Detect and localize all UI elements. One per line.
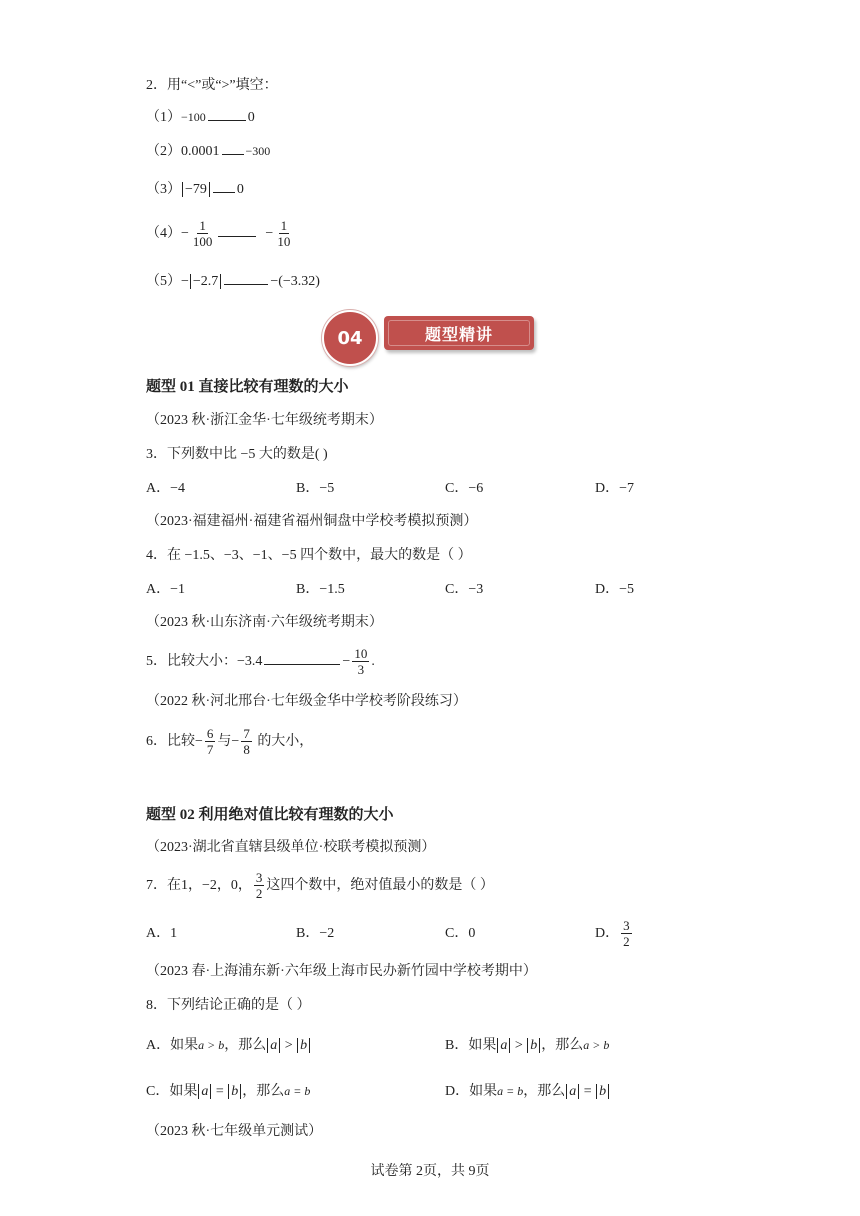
option-c[interactable]: C．如果 a = b ，那么a = b bbox=[146, 1084, 311, 1099]
q3-stem: 3．下列数中比 −5 大的数是( ) bbox=[146, 447, 328, 462]
q2-item-2: （2）0.0001 −300 bbox=[146, 140, 270, 162]
question-source: （2023 春·上海浦东新·六年级上海市民办新竹园中学校考期中） bbox=[146, 964, 537, 979]
option-d[interactable]: D．−7 bbox=[595, 481, 635, 496]
fraction: $\frac{3}{2}$ bbox=[623, 918, 630, 950]
q6-stem: 6．比较− $\frac{6}{7}$ 与− $\frac{7}{8}$ 的大小， bbox=[146, 726, 314, 758]
section-title: 题型 02 利用绝对值比较有理数的大小 bbox=[146, 807, 394, 823]
section-number-badge: 04 bbox=[322, 310, 378, 366]
option-b[interactable]: B．−1.5 bbox=[296, 582, 345, 597]
section-title: 题型 01 直接比较有理数的大小 bbox=[146, 379, 349, 395]
option-d[interactable]: D．−5 bbox=[595, 582, 635, 597]
section-title-ribbon: 题型精讲 bbox=[384, 316, 534, 350]
q7-stem: 7．在1，−2，0， $\frac{3}{2}$ 这四个数中，绝对值最小的数是（ ） bbox=[146, 870, 494, 902]
q4-stem: 4．在 −1.5、−3、−1、−5 四个数中，最大的数是（ ） bbox=[146, 548, 472, 563]
question-source: （2023 秋·七年级单元测试） bbox=[146, 1124, 323, 1139]
option-a[interactable]: A．1 bbox=[146, 926, 178, 941]
q2-stem: 2．用“<”或“>”填空： bbox=[146, 78, 278, 93]
fraction: $\frac{3}{2}$ bbox=[255, 870, 263, 902]
option-c[interactable]: C．−3 bbox=[445, 582, 484, 597]
question-source: （2023 秋·浙江金华·七年级统考期末） bbox=[146, 413, 383, 428]
fraction: $\frac{1}{10}$ bbox=[277, 218, 291, 250]
page-footer: 试卷第 2页，共 9页 bbox=[370, 1164, 490, 1179]
question-source: （2023 秋·山东济南·六年级统考期末） bbox=[146, 615, 383, 630]
answer-blank[interactable] bbox=[213, 178, 235, 193]
fraction: $\frac{6}{7}$ bbox=[206, 726, 214, 758]
answer-blank[interactable] bbox=[218, 222, 256, 237]
q8-stem: 8．下列结论正确的是（ ） bbox=[146, 998, 311, 1013]
q2-item-3: （3） −79 0 bbox=[146, 178, 244, 200]
answer-blank[interactable] bbox=[208, 106, 246, 121]
answer-blank[interactable] bbox=[224, 270, 268, 285]
section-banner bbox=[322, 308, 538, 364]
option-d[interactable]: D． $\frac{3}{2}$ bbox=[595, 918, 630, 950]
option-b[interactable]: B．如果 a > b ，那么a > b bbox=[445, 1038, 610, 1053]
answer-blank[interactable] bbox=[222, 140, 244, 155]
option-c[interactable]: C．−6 bbox=[445, 481, 484, 496]
fraction: $\frac{10}{3}$ bbox=[354, 646, 368, 678]
q2-item-1: （1）−100 0 bbox=[146, 106, 255, 128]
option-c[interactable]: C．0 bbox=[445, 926, 476, 941]
fraction: $\frac{1}{100}$ bbox=[192, 218, 213, 250]
fraction: $\frac{7}{8}$ bbox=[243, 726, 250, 758]
option-a[interactable]: A．−1 bbox=[146, 582, 186, 597]
q2-item-4: （4）− $\frac{1}{100}$ − $\frac{1}{10}$ bbox=[146, 218, 291, 250]
answer-blank[interactable] bbox=[264, 650, 340, 665]
q5-stem: 5．比较大小：−3.4 − $\frac{10}{3}$ . bbox=[146, 646, 375, 678]
option-b[interactable]: B．−2 bbox=[296, 926, 335, 941]
question-source: （2023·福建福州·福建省福州铜盘中学校考模拟预测） bbox=[146, 514, 478, 529]
question-source: （2022 秋·河北邢台·七年级金华中学校考阶段练习） bbox=[146, 694, 467, 709]
option-a[interactable]: A．−4 bbox=[146, 481, 186, 496]
option-a[interactable]: A．如果a > b，那么 a > b bbox=[146, 1035, 311, 1056]
question-source: （2023·湖北省直辖县级单位·校联考模拟预测） bbox=[146, 840, 436, 855]
q2-item-5: （5）− −2.7 −(−3.32) bbox=[146, 270, 320, 292]
option-d[interactable]: D．如果a = b，那么 a = b bbox=[445, 1081, 610, 1102]
option-b[interactable]: B．−5 bbox=[296, 481, 335, 496]
